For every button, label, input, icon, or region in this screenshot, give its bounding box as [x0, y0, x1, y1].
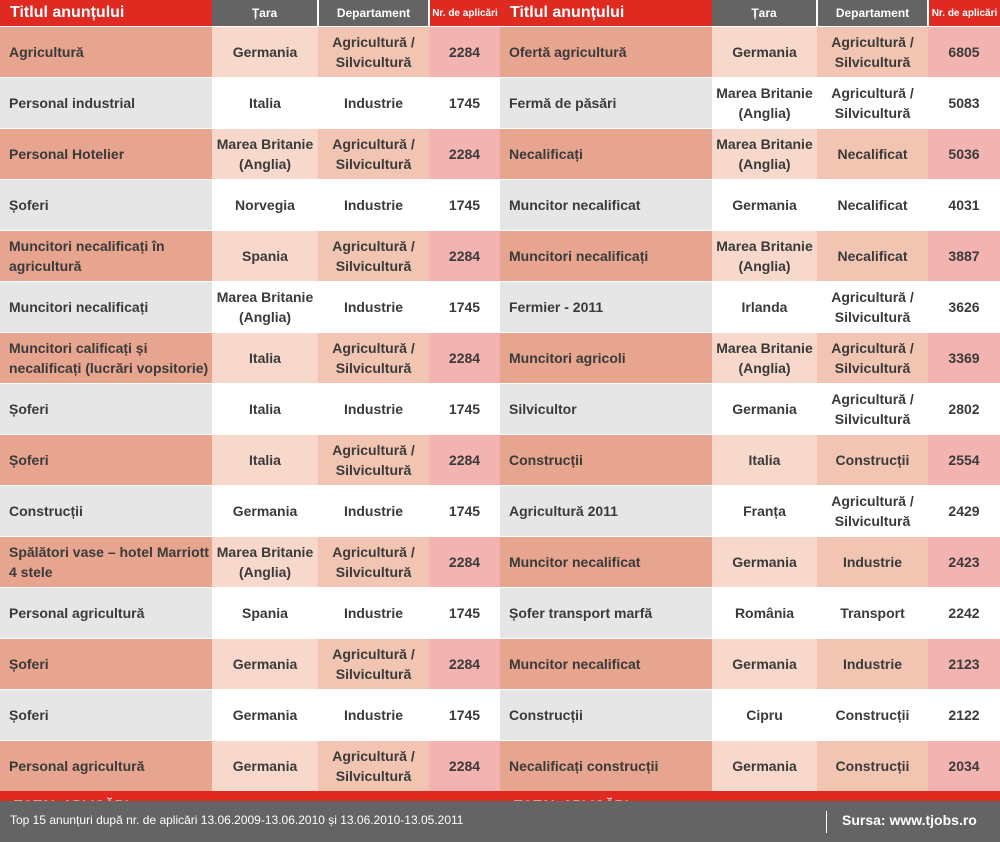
department-cell: Agricultură / Silvicultură [318, 537, 429, 588]
country-cell: Marea Britanie (Anglia) [712, 333, 817, 384]
applications-count-cell: 2284 [429, 639, 500, 690]
job-title-cell: Șoferi [0, 639, 212, 690]
job-title-cell: Personal industrial [0, 78, 212, 129]
job-title-cell: Fermier - 2011 [500, 282, 712, 333]
table-row [0, 180, 500, 231]
job-title-cell: Muncitori calificați și necalificați (lucrări vopsitorie) [0, 333, 212, 384]
applications-count-cell: 1745 [429, 282, 500, 333]
applications-count-cell: 2284 [429, 129, 500, 180]
job-title-cell: Construcții [500, 690, 712, 741]
country-cell: Italia [712, 435, 817, 486]
applications-count-cell: 2554 [928, 435, 1000, 486]
job-title-cell: Spălători vase – hotel Marriott 4 stele [0, 537, 212, 588]
job-title-cell: Necalificați [500, 129, 712, 180]
country-cell: Marea Britanie (Anglia) [212, 129, 318, 180]
footer-note: Top 15 anunțuri după nr. de aplicări 13.06.2009-13.06.2010 și 13.06.2010-13.05.2011 [10, 813, 464, 827]
country-cell: Germania [212, 639, 318, 690]
job-title-cell: Construcții [500, 435, 712, 486]
header-title: Titlul anunțului [0, 0, 212, 27]
country-cell: România [712, 588, 817, 639]
applications-count-cell: 2034 [928, 741, 1000, 792]
header-department: Departament [318, 0, 429, 27]
applications-count-cell: 2284 [429, 435, 500, 486]
header-count: Nr. de aplicări [429, 0, 500, 27]
applications-count-cell: 2423 [928, 537, 1000, 588]
table-row [500, 588, 1000, 639]
department-cell: Industrie [318, 486, 429, 537]
country-cell: Franța [712, 486, 817, 537]
table-row [500, 486, 1000, 537]
job-title-cell: Agricultură 2011 [500, 486, 712, 537]
applications-count-cell: 6805 [928, 27, 1000, 78]
table-row [0, 588, 500, 639]
department-cell: Necalificat [817, 231, 928, 282]
table-row [500, 537, 1000, 588]
job-title-cell: Muncitor necalificat [500, 537, 712, 588]
table-row [500, 690, 1000, 741]
left-table [0, 0, 500, 819]
country-cell: Germania [212, 690, 318, 741]
applications-count-cell: 2242 [928, 588, 1000, 639]
country-cell: Germania [212, 741, 318, 792]
footer-divider [826, 811, 827, 833]
table-row [0, 231, 500, 282]
applications-count-cell: 1745 [429, 690, 500, 741]
table-row [500, 435, 1000, 486]
right-header-row [500, 0, 1000, 27]
table-row [0, 384, 500, 435]
country-cell: Italia [212, 384, 318, 435]
department-cell: Transport [817, 588, 928, 639]
country-cell: Germania [712, 741, 817, 792]
table-row [0, 537, 500, 588]
table-row [0, 129, 500, 180]
applications-count-cell: 2122 [928, 690, 1000, 741]
table-row [0, 333, 500, 384]
footer-source: Sursa: www.tjobs.ro [842, 812, 977, 828]
department-cell: Construcții [817, 435, 928, 486]
applications-count-cell: 1745 [429, 588, 500, 639]
job-title-cell: Muncitor necalificat [500, 639, 712, 690]
applications-count-cell: 2284 [429, 741, 500, 792]
applications-count-cell: 3626 [928, 282, 1000, 333]
applications-count-cell: 4031 [928, 180, 1000, 231]
department-cell: Construcții [817, 690, 928, 741]
department-cell: Agricultură / Silvicultură [817, 78, 928, 129]
country-cell: Germania [212, 27, 318, 78]
left-header-row [0, 0, 500, 27]
country-cell: Germania [712, 27, 817, 78]
department-cell: Necalificat [817, 129, 928, 180]
applications-count-cell: 3369 [928, 333, 1000, 384]
department-cell: Agricultură / Silvicultură [817, 333, 928, 384]
department-cell: Necalificat [817, 180, 928, 231]
table-row [0, 639, 500, 690]
department-cell: Agricultură / Silvicultură [318, 435, 429, 486]
country-cell: Italia [212, 435, 318, 486]
header-count: Nr. de aplicări [928, 0, 1000, 27]
country-cell: Germania [712, 537, 817, 588]
job-title-cell: Muncitori agricoli [500, 333, 712, 384]
applications-count-cell: 1745 [429, 486, 500, 537]
job-title-cell: Agricultură [0, 27, 212, 78]
department-cell: Agricultură / Silvicultură [318, 27, 429, 78]
country-cell: Spania [212, 231, 318, 282]
department-cell: Industrie [318, 588, 429, 639]
department-cell: Agricultură / Silvicultură [817, 282, 928, 333]
table-row [0, 78, 500, 129]
job-title-cell: Șofer transport marfă [500, 588, 712, 639]
country-cell: Italia [212, 78, 318, 129]
table-row [500, 741, 1000, 792]
department-cell: Agricultură / Silvicultură [318, 231, 429, 282]
table-row [0, 690, 500, 741]
applications-count-cell: 5083 [928, 78, 1000, 129]
department-cell: Construcții [817, 741, 928, 792]
department-cell: Industrie [318, 180, 429, 231]
department-cell: Agricultură / Silvicultură [318, 129, 429, 180]
applications-count-cell: 2802 [928, 384, 1000, 435]
job-title-cell: Silvicultor [500, 384, 712, 435]
department-cell: Industrie [817, 537, 928, 588]
department-cell: Industrie [318, 384, 429, 435]
table-row [500, 78, 1000, 129]
department-cell: Agricultură / Silvicultură [817, 27, 928, 78]
job-title-cell: Construcții [0, 486, 212, 537]
table-row [500, 129, 1000, 180]
country-cell: Spania [212, 588, 318, 639]
department-cell: Agricultură / Silvicultură [318, 741, 429, 792]
country-cell: Marea Britanie (Anglia) [712, 231, 817, 282]
job-title-cell: Muncitori necalificați [0, 282, 212, 333]
footer-bar [0, 801, 1000, 842]
country-cell: Marea Britanie (Anglia) [712, 129, 817, 180]
table-row [500, 282, 1000, 333]
department-cell: Agricultură / Silvicultură [817, 384, 928, 435]
table-row [500, 333, 1000, 384]
applications-count-cell: 2284 [429, 333, 500, 384]
table-row [0, 27, 500, 78]
country-cell: Cipru [712, 690, 817, 741]
header-department: Departament [817, 0, 928, 27]
table-row [500, 180, 1000, 231]
country-cell: Irlanda [712, 282, 817, 333]
department-cell: Agricultură / Silvicultură [318, 639, 429, 690]
department-cell: Industrie [318, 78, 429, 129]
job-title-cell: Șoferi [0, 435, 212, 486]
applications-count-cell: 2284 [429, 231, 500, 282]
applications-count-cell: 2284 [429, 27, 500, 78]
department-cell: Industrie [318, 690, 429, 741]
country-cell: Marea Britanie (Anglia) [212, 537, 318, 588]
right-table-body [500, 27, 1000, 792]
table-row [0, 282, 500, 333]
country-cell: Marea Britanie (Anglia) [212, 282, 318, 333]
department-cell: Industrie [318, 282, 429, 333]
country-cell: Norvegia [212, 180, 318, 231]
country-cell: Marea Britanie (Anglia) [712, 78, 817, 129]
table-row [500, 27, 1000, 78]
job-title-cell: Necalificați construcții [500, 741, 712, 792]
applications-count-cell: 1745 [429, 384, 500, 435]
applications-count-cell: 1745 [429, 78, 500, 129]
job-title-cell: Muncitor necalificat [500, 180, 712, 231]
job-title-cell: Șoferi [0, 384, 212, 435]
header-title: Titlul anunțului [500, 0, 712, 27]
table-row [500, 384, 1000, 435]
job-title-cell: Ofertă agricultură [500, 27, 712, 78]
country-cell: Germania [712, 180, 817, 231]
table-row [500, 639, 1000, 690]
job-title-cell: Muncitori necalificați [500, 231, 712, 282]
job-title-cell: Personal agricultură [0, 741, 212, 792]
job-title-cell: Șoferi [0, 690, 212, 741]
country-cell: Germania [712, 384, 817, 435]
left-table-body [0, 27, 500, 792]
applications-count-cell: 1745 [429, 180, 500, 231]
country-cell: Germania [712, 639, 817, 690]
header-country: Țara [712, 0, 817, 27]
applications-count-cell: 2123 [928, 639, 1000, 690]
applications-count-cell: 3887 [928, 231, 1000, 282]
country-cell: Italia [212, 333, 318, 384]
header-country: Țara [212, 0, 318, 27]
department-cell: Agricultură / Silvicultură [318, 333, 429, 384]
job-title-cell: Personal agricultură [0, 588, 212, 639]
applications-count-cell: 2284 [429, 537, 500, 588]
job-title-cell: Fermă de păsări [500, 78, 712, 129]
table-row [500, 231, 1000, 282]
job-title-cell: Personal Hotelier [0, 129, 212, 180]
department-cell: Agricultură / Silvicultură [817, 486, 928, 537]
country-cell: Germania [212, 486, 318, 537]
applications-count-cell: 5036 [928, 129, 1000, 180]
table-row [0, 435, 500, 486]
applications-count-cell: 2429 [928, 486, 1000, 537]
job-title-cell: Șoferi [0, 180, 212, 231]
department-cell: Industrie [817, 639, 928, 690]
job-title-cell: Muncitori necalificați în agricultură [0, 231, 212, 282]
table-row [0, 486, 500, 537]
right-table [500, 0, 1000, 819]
table-row [0, 741, 500, 792]
